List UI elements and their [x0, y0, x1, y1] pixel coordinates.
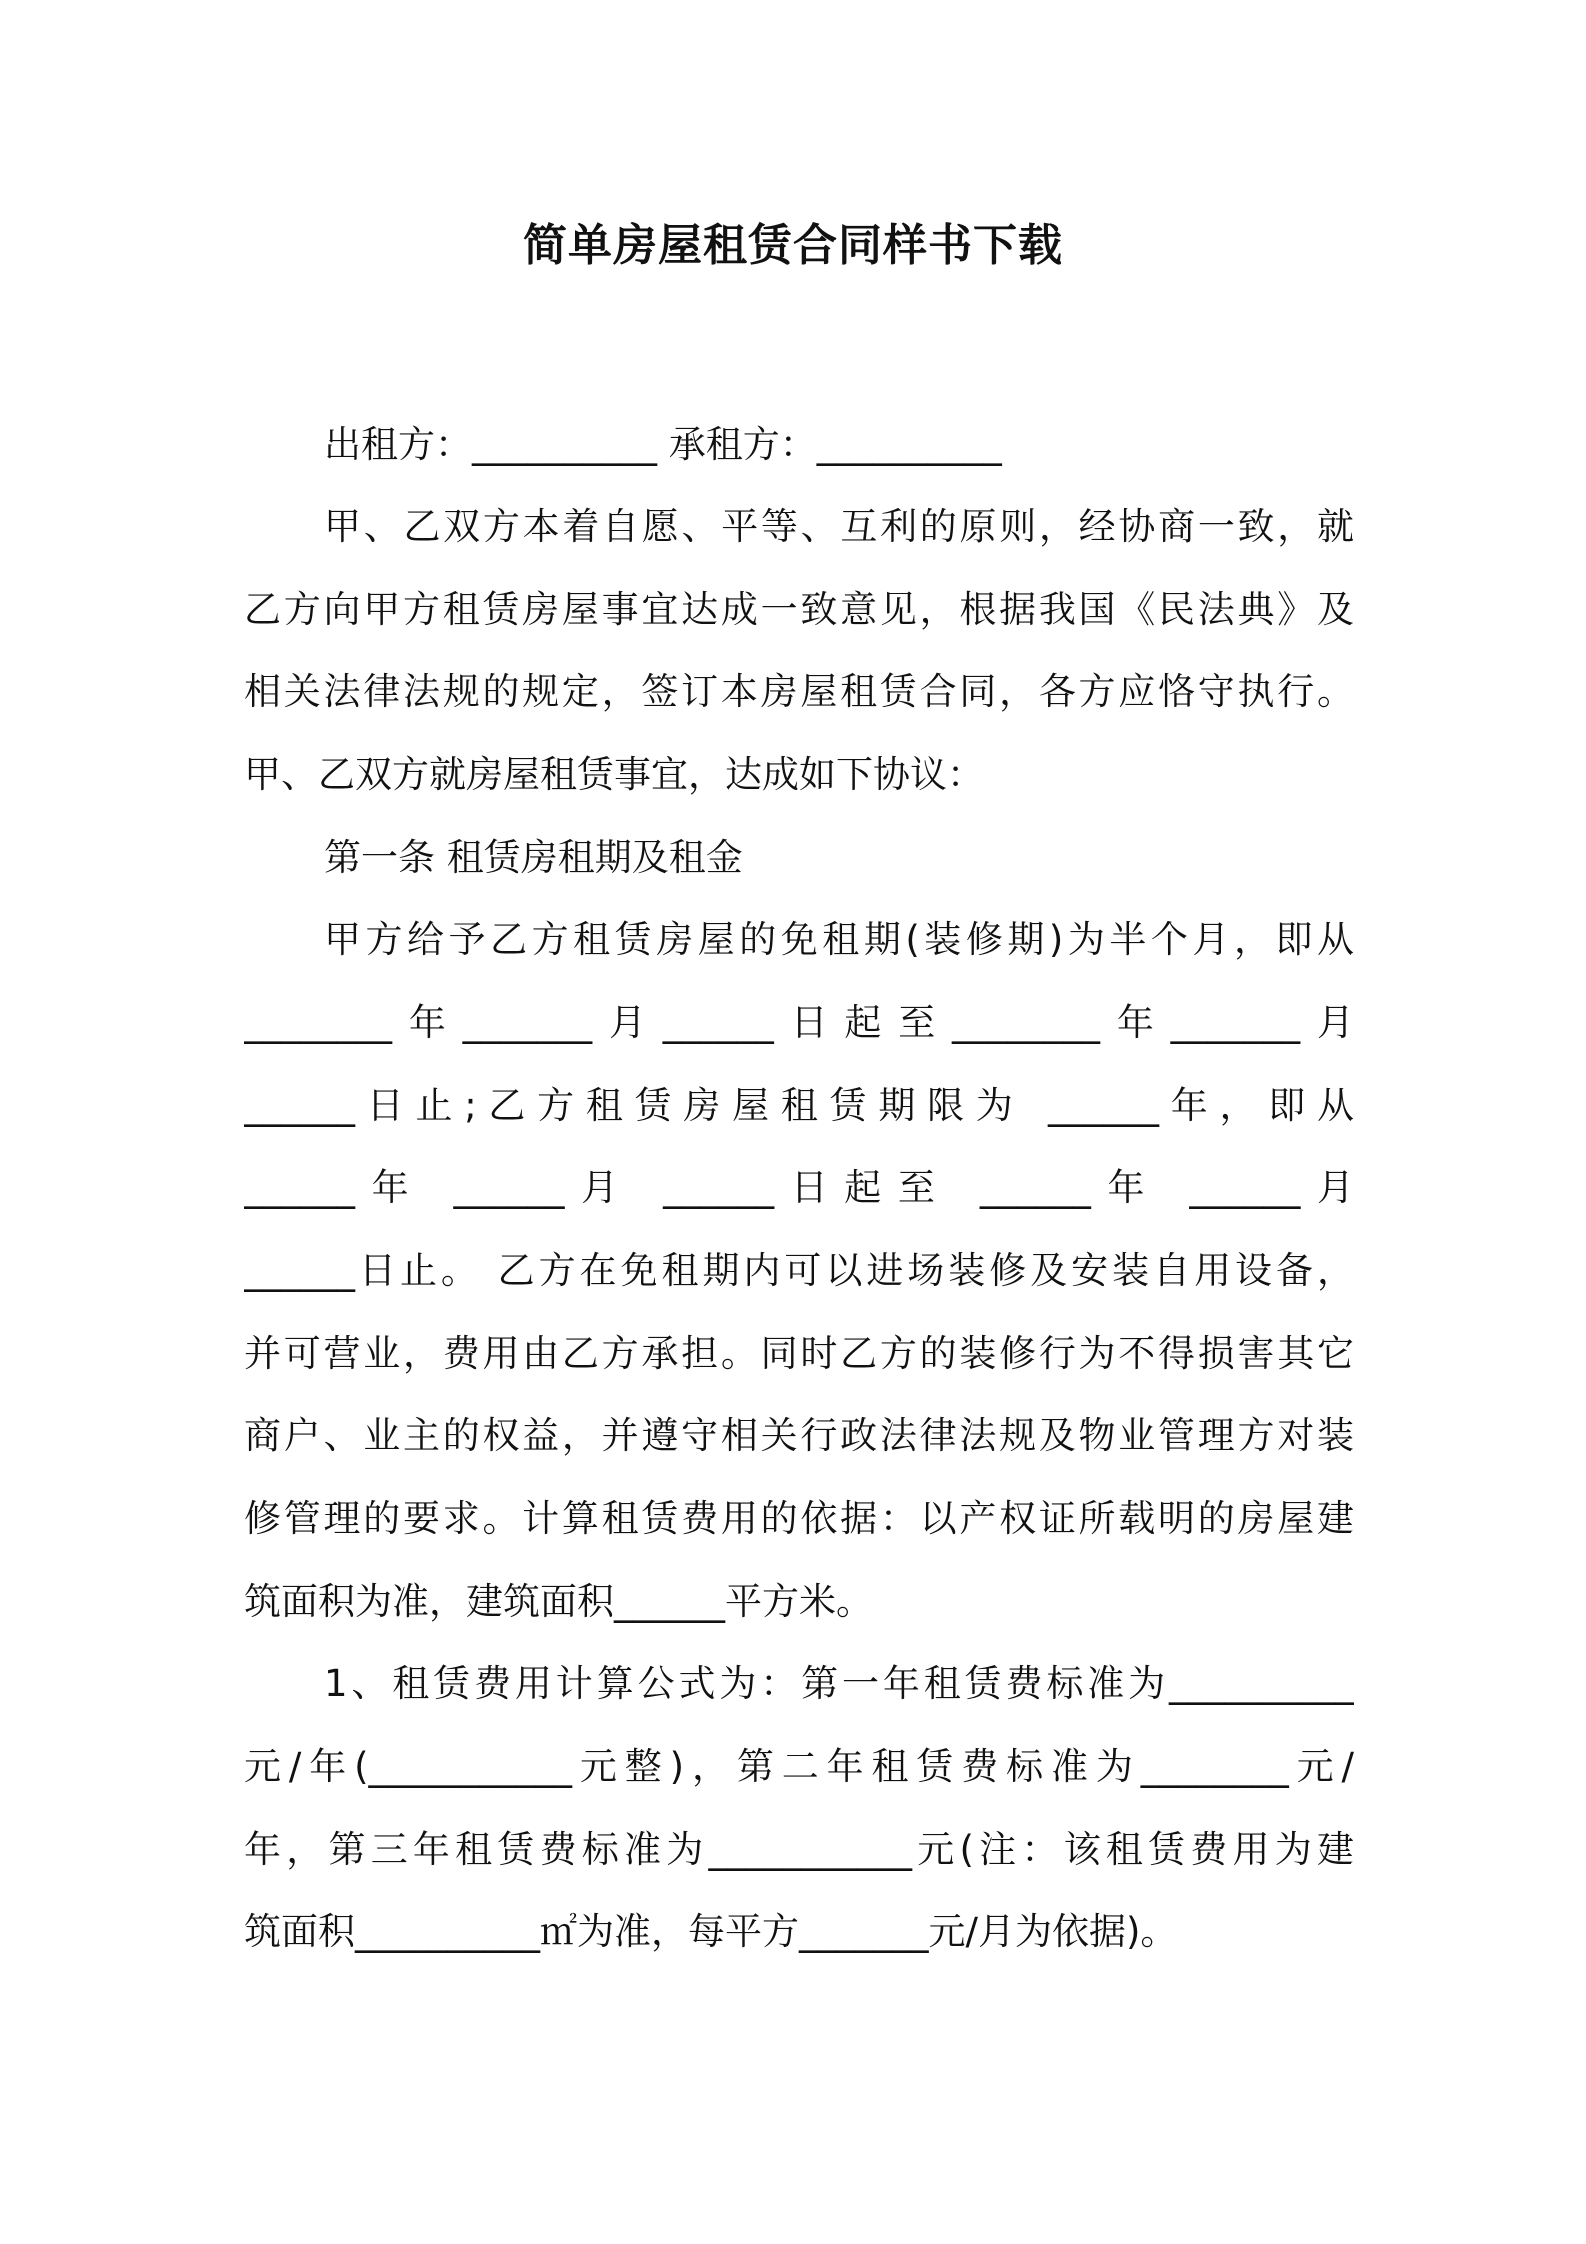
article-1-line-5: ______日止。 乙方在免租期内可以进场装修及安装自用设备，	[244, 1249, 1354, 1292]
preamble-line-2: 乙方向甲方租赁房屋事宜达成一致意见，根据我国《民法典》及	[244, 588, 1354, 631]
article-1-line-6: 并可营业，费用由乙方承担。同时乙方的装修行为不得损害其它	[244, 1332, 1354, 1375]
article-1-line-9: 筑面积为准，建筑面积______平方米。	[244, 1580, 873, 1623]
clause-1-line-1: 1、租赁费用计算公式为：第一年租赁费标准为__________	[324, 1662, 1354, 1705]
parties-line: 出租方：__________ 承租方：__________	[324, 423, 1002, 466]
clause-1-line-4: 筑面积__________㎡为准，每平方_______元/月为依据)。	[244, 1910, 1178, 1953]
preamble-line-4: 甲、乙双方就房屋租赁事宜，达成如下协议：	[244, 753, 984, 796]
article-1-line-8: 修管理的要求。计算租赁费用的依据：以产权证所载明的房屋建	[244, 1497, 1354, 1540]
article-1-line-3: ______日止;乙方租赁房屋租赁期限为 ______年，即从	[244, 1084, 1354, 1127]
article-1-line-7: 商户、业主的权益，并遵守相关行政法律法规及物业管理方对装	[244, 1414, 1354, 1457]
preamble-line-3: 相关法律法规的规定，签订本房屋租赁合同，各方应恪守执行。	[244, 670, 1354, 713]
clause-1-line-3: 年，第三年租赁费标准为___________元(注：该租赁费用为建	[244, 1828, 1354, 1871]
document-title: 简单房屋租赁合同样书下载	[523, 220, 1063, 271]
article-1-line-1: 甲方给予乙方租赁房屋的免租期(装修期)为半个月，即从	[324, 918, 1354, 961]
article-1-line-2: ________年_______月______日起至________年_______月	[244, 1001, 1354, 1044]
preamble-line-1: 甲、乙双方本着自愿、平等、互利的原则，经协商一致，就	[324, 505, 1354, 548]
article-1-heading: 第一条 租赁房租期及租金	[324, 836, 743, 879]
article-1-line-4: ______年 ______月 ______日起至 ______年 ______月	[244, 1166, 1354, 1209]
clause-1-line-2: 元/年(___________元整)，第二年租赁费标准为________元/	[244, 1745, 1354, 1788]
